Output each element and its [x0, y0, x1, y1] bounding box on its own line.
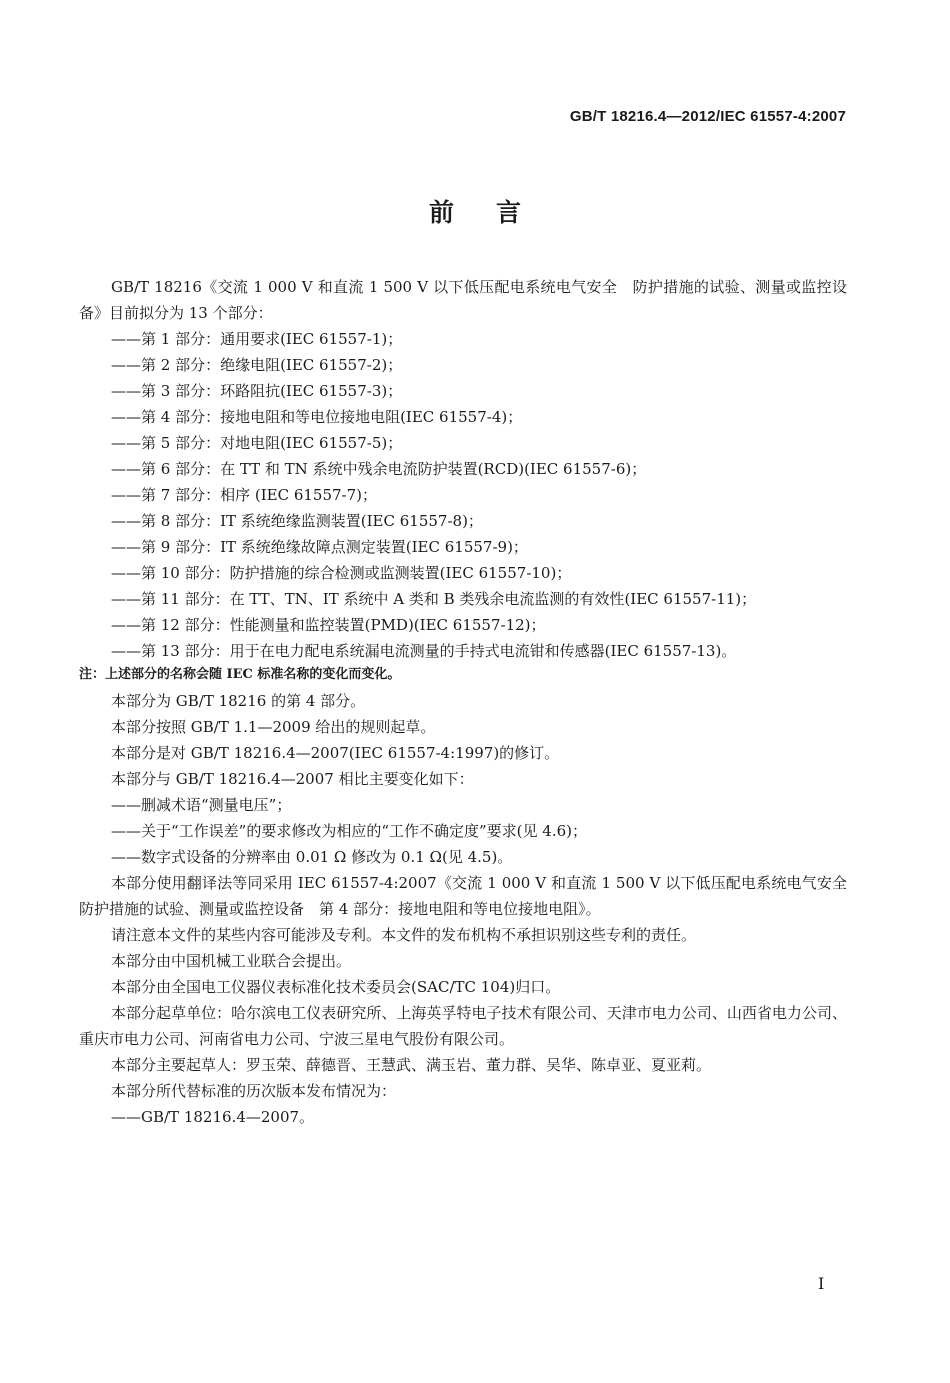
list-item: ——第 6 部分：在 TT 和 TN 系统中残余电流防护装置(RCD)(IEC 61557-6)；: [111, 460, 647, 478]
list-item: ——关于“工作误差”的要求修改为相应的“工作不确定度”要求(见 4.6)；: [111, 822, 588, 840]
document-body: [79, 274, 847, 1130]
list-item: ——第 11 部分：在 TT、TN、IT 系统中 A 类和 B 类残余电流监测的有效性(IEC 61557-11)；: [111, 590, 757, 608]
list-item: ——第 8 部分：IT 系统绝缘监测装置(IEC 61557-8)；: [111, 512, 483, 530]
list-item: ——第 7 部分：相序 (IEC 61557-7)；: [111, 486, 378, 504]
list-item: ——GB/T 18216.4—2007。: [111, 1108, 315, 1126]
paragraph: 本部分由全国电工仪器仪表标准化技术委员会(SAC/TC 104)归口。: [111, 978, 561, 996]
note: 注：上述部分的名称会随 IEC 标准名称的变化而变化。: [79, 667, 401, 682]
paragraph: 本部分起草单位：哈尔滨电工仪表研究所、上海英孚特电子技术有限公司、天津市电力公司、山西省电力公司、重庆市电力公司、河南省电力公司、宁波三星电气股份有限公司。: [79, 1004, 847, 1048]
page-title: 前言: [428, 198, 563, 227]
list-item: ——数字式设备的分辨率由 0.01 Ω 修改为 0.1 Ω(见 4.5)。: [111, 848, 513, 866]
list-item: ——删减术语“测量电压”；: [111, 796, 292, 814]
paragraph: 本部分是对 GB/T 18216.4—2007(IEC 61557-4:1997)的修订。: [111, 744, 560, 762]
paragraph: 本部分使用翻译法等同采用 IEC 61557-4:2007《交流 1 000 V 和直流 1 500 V 以下低压配电系统电气安全防护措施的试验、测量或监控设备 第 4 部分：接地电阻和等电位接地电阻》。: [79, 874, 847, 918]
list-item: ——第 2 部分：绝缘电阻(IEC 61557-2)；: [111, 356, 403, 374]
list-item: ——第 4 部分：接地电阻和等电位接地电阻(IEC 61557-4)；: [111, 408, 523, 426]
paragraph: 本部分与 GB/T 18216.4—2007 相比主要变化如下：: [111, 770, 474, 788]
page-number: I: [818, 1274, 825, 1293]
list-item: ——第 12 部分：性能测量和监控装置(PMD)(IEC 61557-12)；: [111, 616, 546, 634]
paragraph: 本部分为 GB/T 18216 的第 4 部分。: [111, 692, 366, 710]
list-item: ——第 13 部分：用于在电力配电系统漏电流测量的手持式电流钳和传感器(IEC 61557-13)。: [111, 642, 737, 660]
list-item: ——第 3 部分：环路阻抗(IEC 61557-3)；: [111, 382, 403, 400]
intro-paragraph: GB/T 18216《交流 1 000 V 和直流 1 500 V 以下低压配电系统电气安全 防护措施的试验、测量或监控设备》目前拟分为 13 个部分：: [79, 278, 847, 322]
list-item: ——第 9 部分：IT 系统绝缘故障点测定装置(IEC 61557-9)；: [111, 538, 528, 556]
list-item: ——第 1 部分：通用要求(IEC 61557-1)；: [111, 330, 403, 348]
paragraph: 本部分按照 GB/T 1.1—2009 给出的规则起草。: [111, 718, 436, 736]
list-item: ——第 10 部分：防护措施的综合检测或监测装置(IEC 61557-10)；: [111, 564, 572, 582]
paragraph: 本部分所代替标准的历次版本发布情况为：: [111, 1082, 397, 1100]
paragraph: 本部分由中国机械工业联合会提出。: [111, 952, 352, 970]
parts-list: [79, 326, 847, 664]
list-item: ——第 5 部分：对地电阻(IEC 61557-5)；: [111, 434, 403, 452]
history-list: [79, 1104, 847, 1130]
paragraph: 请注意本文件的某些内容可能涉及专利。本文件的发布机构不承担识别这些专利的责任。: [111, 926, 697, 944]
standard-number-header: GB/T 18216.4—2012/IEC 61557-4:2007: [569, 108, 846, 125]
changes-list: [79, 792, 847, 870]
paragraph: 本部分主要起草人：罗玉荣、薛德晋、王慧武、满玉岩、董力群、吴华、陈卓亚、夏亚莉。: [111, 1056, 712, 1074]
